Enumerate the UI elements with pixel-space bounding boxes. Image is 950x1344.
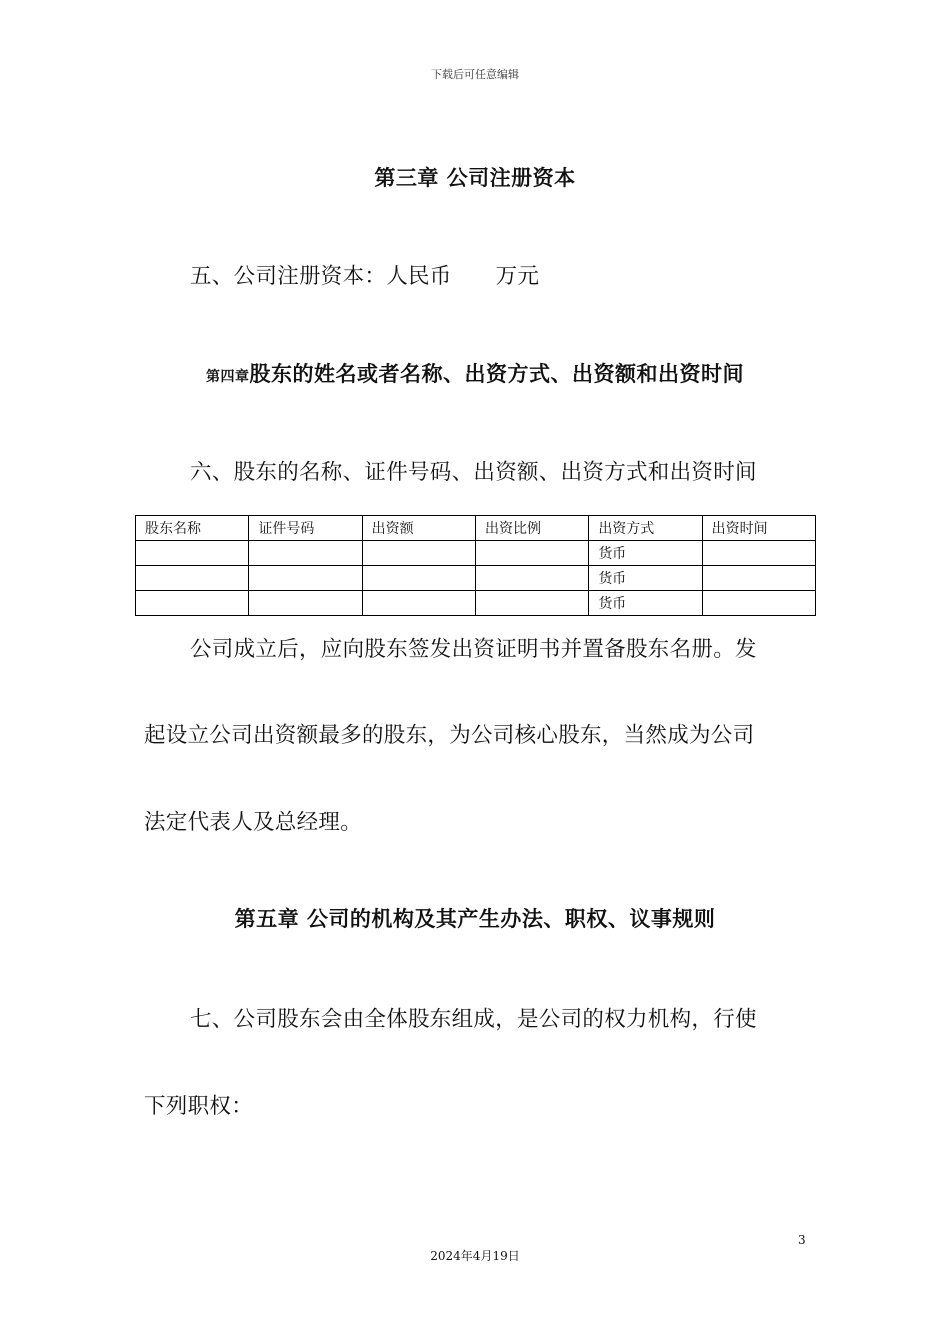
chapter-5-title: 第五章 公司的机构及其产生办法、职权、议事规则 — [234, 907, 716, 931]
article-5 — [190, 259, 539, 290]
table-cell: 货币 — [589, 541, 702, 566]
table-row — [136, 566, 816, 591]
article-7-line-2: 下列职权： — [144, 1094, 254, 1119]
table-header-cell: 证件号码 — [249, 516, 362, 541]
table-cell — [362, 591, 475, 616]
article-6: 六、股东的名称、证件号码、出资额、出资方式和出资时间 — [190, 460, 757, 485]
table-cell — [136, 566, 249, 591]
table-header-cell: 出资比例 — [475, 516, 588, 541]
article-6-note-line-1: 公司成立后，应向股东签发出资证明书并置备股东名册。发 — [190, 637, 757, 662]
article-6-note-line-3: 法定代表人及总经理。 — [144, 810, 363, 835]
page-header-note: 下载后可任意编辑 — [431, 68, 519, 81]
table-cell — [136, 591, 249, 616]
chapter-3-title: 第三章 公司注册资本 — [374, 166, 576, 190]
table-cell — [702, 541, 815, 566]
table-cell: 货币 — [589, 591, 702, 616]
table-cell — [362, 541, 475, 566]
table-row — [136, 591, 816, 616]
article-5-prefix: 五、公司注册资本：人民币 — [190, 264, 452, 289]
table-header-cell: 出资方式 — [589, 516, 702, 541]
article-5-suffix: 万元 — [495, 264, 540, 289]
chapter-4-heading: 股东的姓名或者名称、出资方式、出资额和出资时间 — [249, 362, 744, 386]
table-cell — [475, 591, 588, 616]
footer-date: 2024年4月19日 — [430, 1249, 520, 1263]
table-row — [136, 541, 816, 566]
table-cell — [702, 566, 815, 591]
table-cell — [475, 541, 588, 566]
table-header-cell: 出资额 — [362, 516, 475, 541]
table-cell — [702, 591, 815, 616]
table-cell — [136, 541, 249, 566]
page-number: 3 — [798, 1233, 806, 1247]
table-cell — [362, 566, 475, 591]
chapter-4-label: 第四章 — [206, 369, 250, 385]
table-header-cell: 股东名称 — [136, 516, 249, 541]
shareholder-table — [135, 515, 816, 616]
article-6-note-line-2: 起设立公司出资额最多的股东，为公司核心股东，当然成为公司 — [144, 723, 755, 748]
table-cell: 货币 — [589, 566, 702, 591]
table-cell — [249, 566, 362, 591]
table-cell — [249, 541, 362, 566]
article-7-line-1: 七、公司股东会由全体股东组成，是公司的权力机构，行使 — [190, 1007, 757, 1032]
table-cell — [475, 566, 588, 591]
table-header-cell: 出资时间 — [702, 516, 815, 541]
table-cell — [249, 591, 362, 616]
chapter-4-title — [0, 358, 950, 388]
table-header-row — [136, 516, 816, 541]
